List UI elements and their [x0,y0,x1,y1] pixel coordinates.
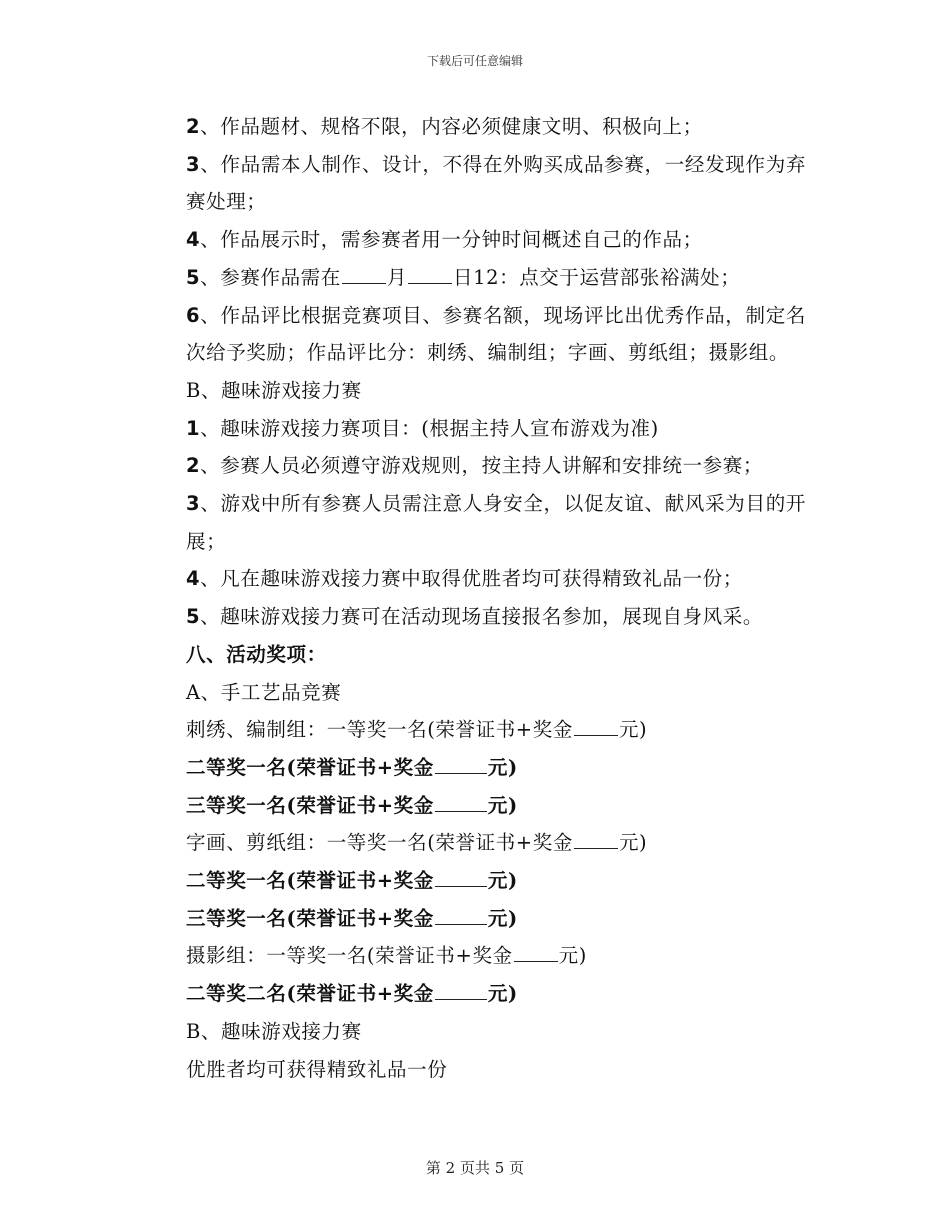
item-text: 、作品评比根据竞赛项目、参赛名额，现场评比出优秀作品，制定名次给予奖励；作品评比分：刺绣、编制组；字画、剪纸组；摄影组。 [186,303,806,365]
award-text: 二等奖二名(荣誉证书+奖金 [186,982,434,1006]
paragraph-game-1 [142,410,806,448]
award-line [142,787,806,825]
subheading-games-awards: B、趣味游戏接力赛 [186,1019,362,1043]
item-text: 、作品展示时，需参赛者用一分钟时间概述自己的作品； [200,228,703,252]
amount-blank [435,923,487,925]
paragraph-item-5 [142,259,806,297]
document-body [142,108,806,1088]
award-line [142,711,806,749]
page-header: 下载后可任意编辑 [426,54,523,68]
paragraph-game-3 [142,485,806,560]
item-number: 6 [186,303,201,327]
award-suffix: 元) [487,869,518,893]
paragraph-item-3 [142,146,806,221]
award-suffix: 元) [618,718,648,742]
amount-blank [435,772,487,774]
month-blank [342,282,386,284]
amount-blank [574,847,618,849]
subheading-handicraft: A、手工艺品竞赛 [186,680,342,704]
section-heading-awards: 八、活动奖项： [186,642,327,666]
paragraph-item-4 [142,221,806,259]
item-number: 2 [186,454,201,478]
award-suffix: 元) [618,831,648,855]
day-blank [408,282,452,284]
item-text: 、凡在趣味游戏接力赛中取得优胜者均可获得精致礼品一份； [200,567,743,591]
paragraph-game-5 [142,598,806,636]
section-heading-b-games: B、趣味游戏接力赛 [186,378,362,402]
item-number: 5 [186,265,201,289]
item-number: 4 [186,567,201,591]
award-line [142,900,806,938]
amount-blank [514,960,558,962]
paragraph-item-2 [142,108,806,146]
award-line [142,862,806,900]
item-text: 日12：点交于运营部张裕满处； [452,265,741,289]
award-suffix: 元) [487,755,518,779]
item-number: 5 [186,605,201,629]
award-text: 摄影组：一等奖一名(荣誉证书+奖金 [186,944,513,968]
award-line [142,824,806,862]
item-number: 1 [186,416,201,440]
paragraph-item-6 [142,297,806,372]
item-number: 3 [186,152,201,176]
award-text: 三等奖一名(荣誉证书+奖金 [186,793,434,817]
award-text: 三等奖一名(荣誉证书+奖金 [186,906,434,930]
award-text: 刺绣、编制组：一等奖一名(荣誉证书+奖金 [186,718,573,742]
award-text: 二等奖一名(荣誉证书+奖金 [186,755,434,779]
amount-blank [435,810,487,812]
page-footer: 第 2 页共 5 页 [425,1159,525,1177]
item-number: 2 [186,115,201,138]
games-award-text: 优胜者均可获得精致礼品一份 [186,1057,448,1081]
award-suffix: 元) [558,944,587,968]
award-suffix: 元) [487,793,518,817]
amount-blank [435,998,487,1000]
item-text: 、参赛作品需在 [200,265,341,289]
item-text: 、趣味游戏接力赛项目：(根据主持人宣布游戏为准) [200,416,659,440]
item-text: 、作品需本人制作、设计，不得在外购买成品参赛，一经发现作为弃赛处理； [186,152,806,214]
paragraph-game-4 [142,560,806,598]
item-text: 、游戏中所有参赛人员需注意人身安全，以促友谊、献风采为目的开展； [186,492,806,553]
award-text: 字画、剪纸组：一等奖一名(荣誉证书+奖金 [186,831,573,855]
item-text: 、作品题材、规格不限，内容必须健康文明、积极向上； [200,115,703,138]
award-suffix: 元) [487,906,518,930]
award-line [142,937,806,975]
amount-blank [435,885,487,887]
amount-blank [574,734,618,736]
award-text: 二等奖一名(荣誉证书+奖金 [186,869,434,893]
award-line [142,749,806,787]
paragraph-game-2 [142,447,806,485]
award-line [142,975,806,1013]
item-text: 月 [386,265,407,289]
award-suffix: 元) [487,982,518,1006]
item-number: 3 [186,492,201,516]
item-text: 、趣味游戏接力赛可在活动现场直接报名参加，展现自身风采。 [200,605,763,629]
item-text: 、参赛人员必须遵守游戏规则，按主持人讲解和安排统一参赛； [200,454,763,478]
item-number: 4 [186,228,201,252]
